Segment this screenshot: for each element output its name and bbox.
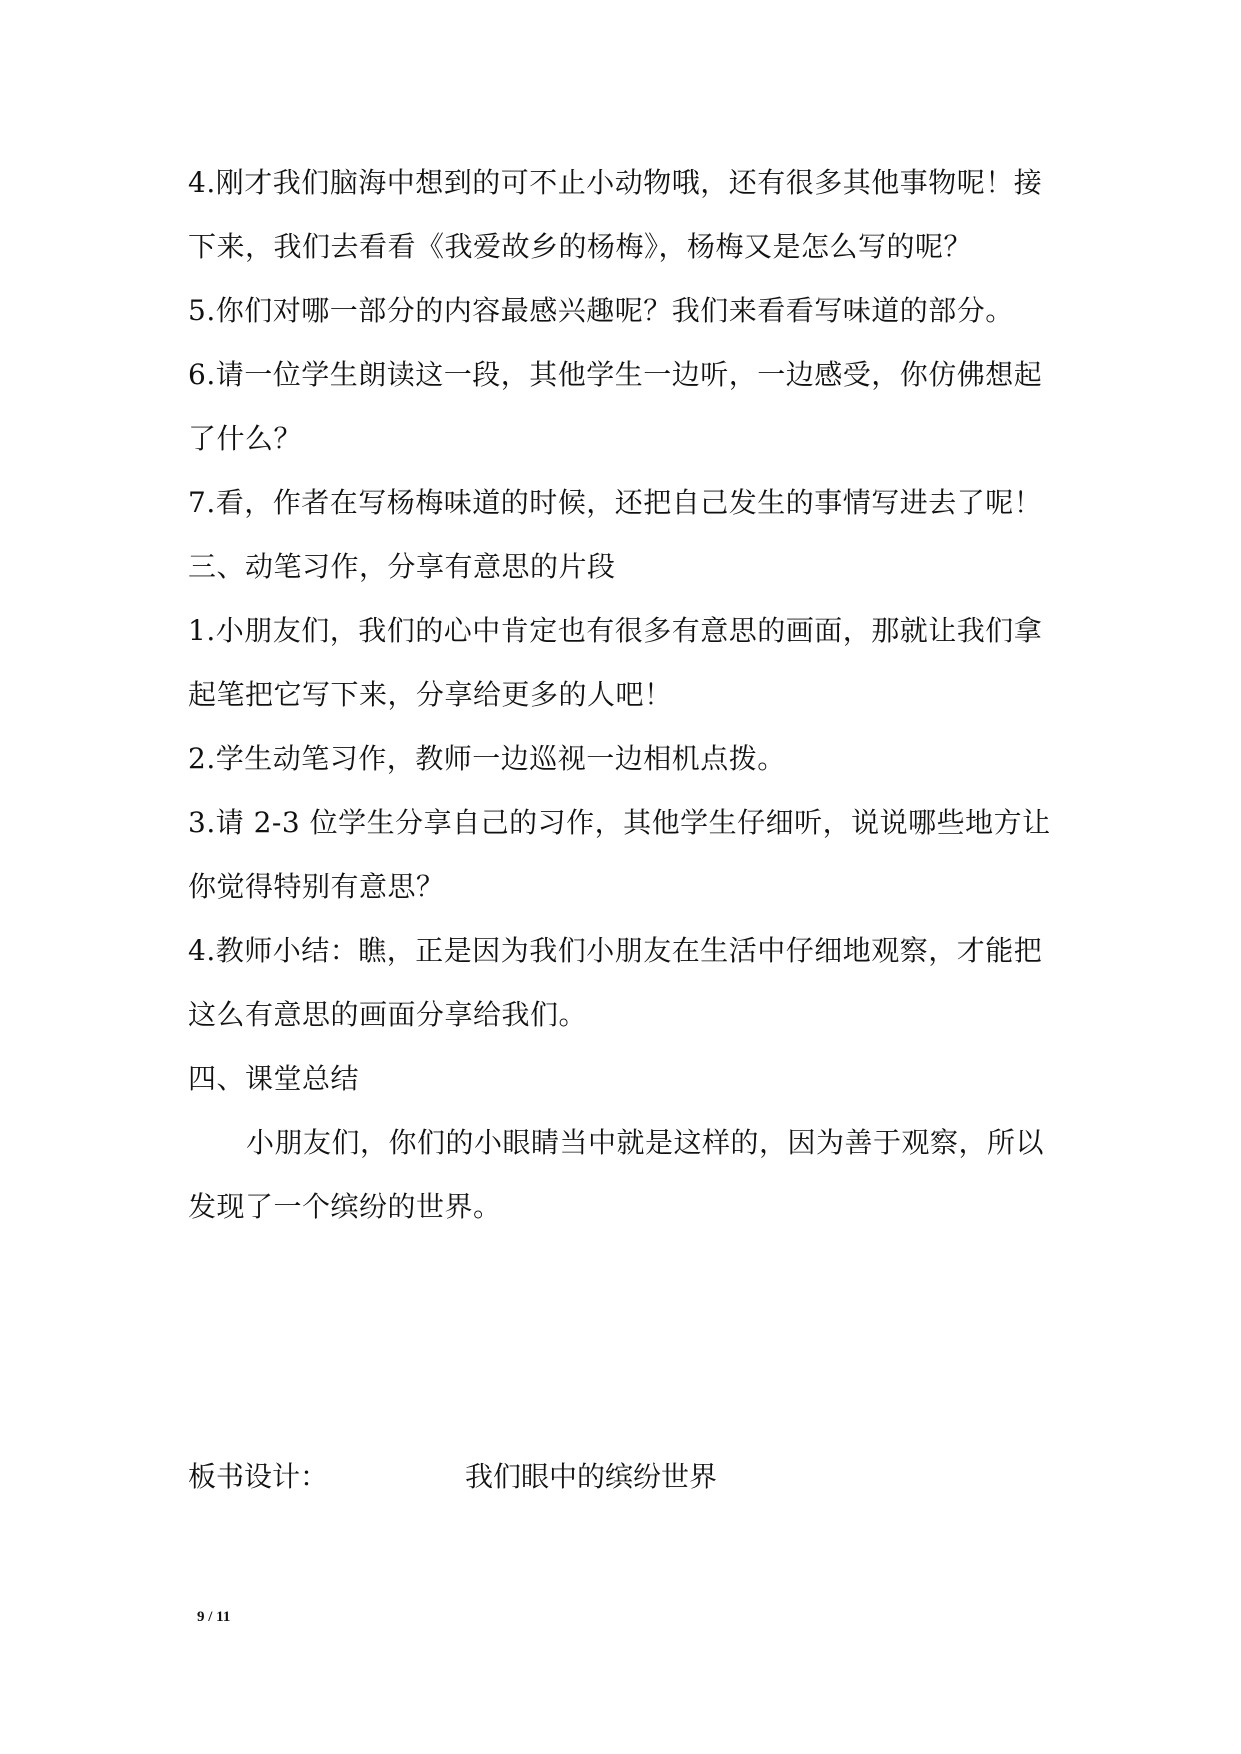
paragraph-line: 7.看，作者在写杨梅味道的时候，还把自己发生的事情写进去了呢！ — [188, 486, 1043, 519]
paragraph-line: 1.小朋友们，我们的心中肯定也有很多有意思的画面，那就让我们拿 — [188, 614, 1043, 647]
paragraph-line: 起笔把它写下来，分享给更多的人吧！ — [188, 678, 673, 711]
paragraph-line: 5.你们对哪一部分的内容最感兴趣呢？我们来看看写味道的部分。 — [188, 294, 1014, 327]
paragraph-line: 发现了一个缤纷的世界。 — [188, 1190, 502, 1223]
paragraph-line: 了什么？ — [188, 422, 303, 455]
paragraph-line: 2.学生动笔习作，教师一边巡视一边相机点拨。 — [188, 742, 786, 775]
section-heading: 三、动笔习作，分享有意思的片段 — [188, 550, 616, 583]
page-number: 9 / 11 — [197, 1609, 231, 1625]
paragraph-line: 6.请一位学生朗读这一段，其他学生一边听，一边感受，你仿佛想起 — [188, 358, 1043, 391]
paragraph-line: 4.教师小结：瞧，正是因为我们小朋友在生活中仔细地观察，才能把 — [188, 934, 1043, 967]
paragraph-line: 这么有意思的画面分享给我们。 — [188, 998, 588, 1031]
paragraph-line: 4.刚才我们脑海中想到的可不止小动物哦，还有很多其他事物呢！接 — [188, 166, 1043, 199]
paragraph-line: 3.请 2-3 位学生分享自己的习作，其他学生仔细听，说说哪些地方让 — [188, 806, 1051, 839]
paragraph-line: 下来，我们去看看《我爱故乡的杨梅》，杨梅又是怎么写的呢？ — [188, 230, 973, 263]
paragraph-line: 小朋友们，你们的小眼睛当中就是这样的，因为善于观察，所以 — [246, 1126, 1045, 1159]
board-design-label: 板书设计： — [188, 1460, 329, 1493]
board-design-title: 我们眼中的缤纷世界 — [465, 1460, 718, 1493]
paragraph-line: 你觉得特别有意思？ — [188, 870, 445, 903]
section-heading: 四、课堂总结 — [188, 1062, 360, 1095]
